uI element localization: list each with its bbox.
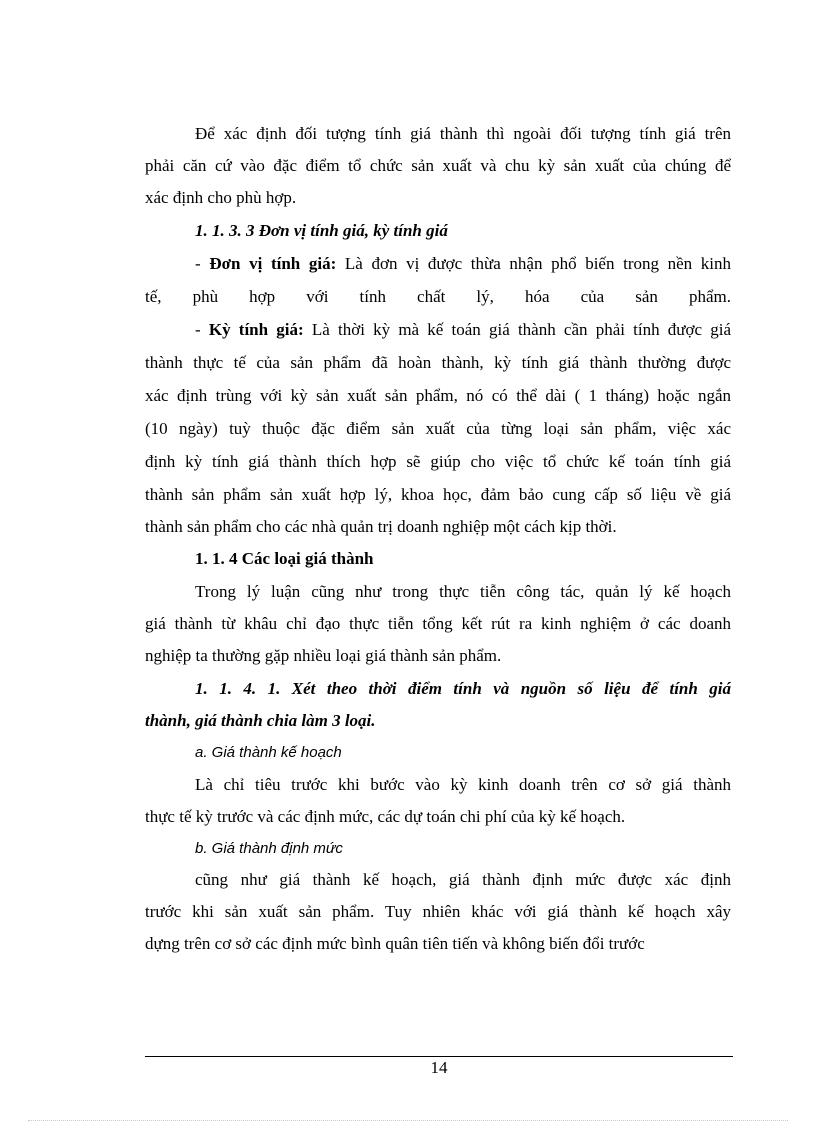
section-heading: 1. 1. 4 Các loại giá thành: [195, 549, 374, 568]
paragraph-line: Là chỉ tiêu trước khi bước vào kỳ kinh doanh trên cơ sở giá thành: [195, 775, 731, 794]
term-text: Là đơn vị được thừa nhận phổ biến trong nền kinh: [344, 254, 732, 273]
paragraph-line: tế, phù hợp với tính chất lý, hóa của sản phẩm.: [145, 287, 731, 306]
paragraph-line: dựng trên cơ sở các định mức bình quân tiên tiến và không biến đổi trước: [145, 934, 645, 953]
subheading: a. Giá thành kế hoạch: [195, 744, 342, 761]
paragraph-line: [195, 320, 731, 340]
dash: -: [195, 254, 201, 273]
section-heading: 1. 1. 3. 3 Đơn vị tính giá, kỳ tính giá: [195, 221, 448, 240]
paragraph-line: [195, 254, 731, 274]
page-number: 14: [430, 1058, 448, 1077]
term-label: Đơn vị tính giá:: [209, 254, 337, 273]
paragraph-line: thành thực tế của sản phẩm đã hoàn thành, kỳ tính giá thành thường được: [145, 353, 731, 372]
paragraph-line: trước khi sản xuất sản phẩm. Tuy nhiên khác với giá thành kế hoạch xây: [145, 902, 731, 921]
dash: -: [195, 320, 201, 339]
term-text: Là thời kỳ mà kế toán giá thành cần phải tính được giá: [311, 320, 732, 339]
paragraph-line: thành sản phẩm sản xuất hợp lý, khoa học, đảm bảo cung cấp số liệu về giá: [145, 485, 731, 504]
section-heading: 1. 1. 4. 1. Xét theo thời điểm tính và nguồn số liệu để tính giá: [195, 679, 731, 698]
paragraph-line: thực tế kỳ trước và các định mức, các dự toán chi phí của kỳ kế hoạch.: [145, 807, 626, 826]
paragraph-line: xác định trùng với kỳ sản xuất sản phẩm, nó có thể dài ( 1 tháng) hoặc ngắn: [145, 386, 731, 405]
paragraph-line: giá thành từ khâu chỉ đạo thực tiễn tổng kết rút ra kinh nghiệm ở các doanh: [145, 614, 731, 633]
term-label: Kỳ tính giá:: [208, 320, 304, 339]
paragraph-line: cũng như giá thành kế hoạch, giá thành định mức được xác định: [195, 870, 731, 889]
section-heading: thành, giá thành chia làm 3 loại.: [145, 711, 376, 730]
paragraph-line: xác định cho phù hợp.: [145, 188, 297, 207]
paragraph-line: phải căn cứ vào đặc điểm tổ chức sản xuất và chu kỳ sản xuất của chúng để: [145, 156, 731, 175]
paragraph-line: định kỳ tính giá thành thích hợp sẽ giúp cho việc tổ chức kế toán tính giá: [145, 452, 731, 471]
paragraph-line: nghiệp ta thường gặp nhiều loại giá thành sản phẩm.: [145, 646, 502, 665]
subheading: b. Giá thành định mức: [195, 840, 343, 857]
paragraph-line: thành sản phẩm cho các nhà quản trị doanh nghiệp một cách kịp thời.: [145, 517, 617, 536]
page-bottom-border: [28, 1120, 788, 1121]
paragraph-line: Trong lý luận cũng như trong thực tiễn công tác, quản lý kế hoạch: [195, 582, 731, 601]
footer-rule: [145, 1056, 733, 1057]
paragraph-line: Để xác định đối tượng tính giá thành thì ngoài đối tượng tính giá trên: [195, 124, 731, 143]
paragraph-line: (10 ngày) tuỳ thuộc đặc điểm sản xuất của từng loại sản phẩm, việc xác: [145, 419, 731, 438]
